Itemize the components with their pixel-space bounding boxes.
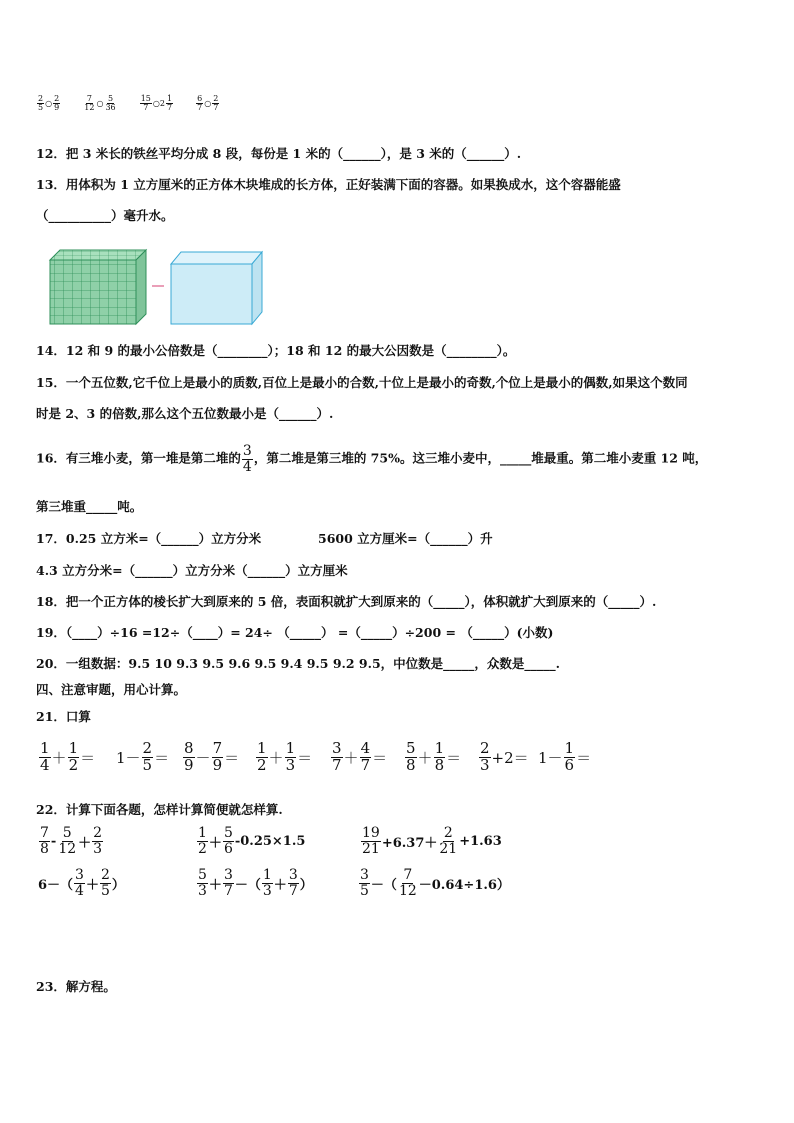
expression-3: $\frac{19}{21}$ +6.37＋ $\frac{2}{21}$ +1.63 xyxy=(362,825,502,857)
fraction: $\frac{1}{7}$ xyxy=(166,94,173,113)
question-18: 18．把一个正方体的棱长扩大到原来的 5 倍，表面积就扩大到原来的（_____），体积就扩大到原来的（_____）. xyxy=(36,594,657,609)
container-side xyxy=(252,252,262,324)
container-top xyxy=(171,252,262,264)
question-17-line2: 4.3 立方分米=（______）立方分米（______）立方厘米 xyxy=(36,563,348,578)
expression-6: $\frac{3}{5}$ －（ $\frac{7}{12}$ －0.64÷1.6） xyxy=(360,867,510,899)
expression-2: $\frac{1}{2}$ ＋ $\frac{5}{6}$ -0.25×1.5 xyxy=(198,825,306,857)
question-13-line1: 13．用体积为 1 立方厘米的正方体木块堆成的长方体，正好装满下面的容器。如果换成水，这个容器能盛 xyxy=(36,177,621,192)
q16-text-a: 16．有三堆小麦，第一堆是第二堆的 xyxy=(36,450,241,466)
fraction: $\frac{5}{36}$ xyxy=(105,94,116,113)
cube-and-container-figure xyxy=(46,248,270,328)
compare-circle[interactable]: ○ xyxy=(45,98,53,108)
question-14: 14．12 和 9 的最小公倍数是（________）；18 和 12 的最大公因数是（________）。 xyxy=(36,343,516,358)
fraction: $\frac{3}{4}$ xyxy=(242,443,252,475)
compare-circle[interactable]: ○ xyxy=(204,98,212,108)
expression-5: $\frac{5}{3}$ ＋ $\frac{3}{7}$ －（ $\frac{1}{3}$ ＋ $\frac{3}{7}$ ） xyxy=(198,867,313,899)
fraction: $\frac{2}{5}$ xyxy=(38,94,44,113)
fraction: $\frac{2}{9}$ xyxy=(54,94,60,113)
question-17a: 17．0.25 立方米=（______）立方分米 xyxy=(36,531,262,546)
question-16-line1 xyxy=(36,444,707,474)
fraction: $\frac{15}{7}$ xyxy=(140,94,151,113)
compare-circle[interactable]: ○ xyxy=(152,98,160,108)
cube-stack-top xyxy=(50,250,146,260)
cube-stack-front xyxy=(50,260,136,324)
question-19: 19．（____）÷16 =12÷（____）= 24÷ （_____） =（_____）÷200 = （_____）(小数) xyxy=(36,625,554,640)
calc-item-6: $\frac{5}{8}$ ＋ $\frac{1}{8}$ ＝ xyxy=(406,739,462,774)
whole-number: 2 xyxy=(159,98,165,108)
question-15-line2: 时是 2、3 的倍数,那么这个五位数最小是（______）. xyxy=(36,406,334,421)
question-23: 23．解方程。 xyxy=(36,979,116,994)
calc-item-8: 1－ $\frac{1}{6}$ ＝ xyxy=(538,739,592,774)
question-22: 22．计算下面各题，怎样计算简便就怎样算. xyxy=(36,802,283,817)
fraction: $\frac{7}{12}$ xyxy=(84,94,95,113)
calc-item-5: $\frac{3}{7}$ ＋ $\frac{4}{7}$ ＝ xyxy=(332,739,388,774)
calc-item-2: 1－ $\frac{2}{5}$ ＝ xyxy=(116,739,170,774)
calc-item-1: $\frac{1}{4}$ ＋ $\frac{1}{2}$ ＝ xyxy=(40,739,96,774)
calc-item-3: $\frac{8}{9}$ － $\frac{7}{9}$ ＝ xyxy=(184,739,240,774)
calc-item-7: $\frac{2}{3}$ +2＝ xyxy=(480,739,529,774)
question-17b: 5600 立方厘米=（______）升 xyxy=(318,531,493,546)
container-front xyxy=(171,264,252,324)
question-12: 12．把 3 米长的铁丝平均分成 8 段，每份是 1 米的（______），是 3 米的（______）. xyxy=(36,146,522,161)
question-20: 20．一组数据：9.5 10 9.3 9.5 9.6 9.5 9.4 9.5 9.2 9.5，中位数是_____，众数是_____. xyxy=(36,656,561,671)
question-21: 21．口算 xyxy=(36,709,91,724)
expression-4: 6－（ $\frac{3}{4}$ ＋ $\frac{2}{5}$ ） xyxy=(38,867,125,899)
question-15-line1: 15．一个五位数,它千位上是最小的质数,百位上是最小的合数,十位上是最小的奇数,个位上是最小的偶数,如果这个数同 xyxy=(36,375,688,390)
q16-text-b: ，第二堆是第三堆的 75%。这三堆小麦中，_____堆最重。第二堆小麦重 12 吨， xyxy=(253,450,708,466)
question-16-line2: 第三堆重_____吨。 xyxy=(36,499,143,514)
expression-1: $\frac{7}{8}$ - $\frac{5}{12}$ ＋ $\frac{2}{3}$ xyxy=(40,825,103,857)
section-heading: 四、注意审题，用心计算。 xyxy=(36,682,187,697)
fraction: $\frac{2}{7}$ xyxy=(213,94,219,113)
question-13-line2: （__________）毫升水。 xyxy=(36,208,174,223)
calc-item-4: $\frac{1}{2}$ ＋ $\frac{1}{3}$ ＝ xyxy=(257,739,313,774)
q11-compare-row xyxy=(36,95,220,113)
compare-circle[interactable]: ○ xyxy=(96,98,104,108)
fraction: $\frac{6}{7}$ xyxy=(197,94,203,113)
cube-stack-side xyxy=(136,250,146,324)
